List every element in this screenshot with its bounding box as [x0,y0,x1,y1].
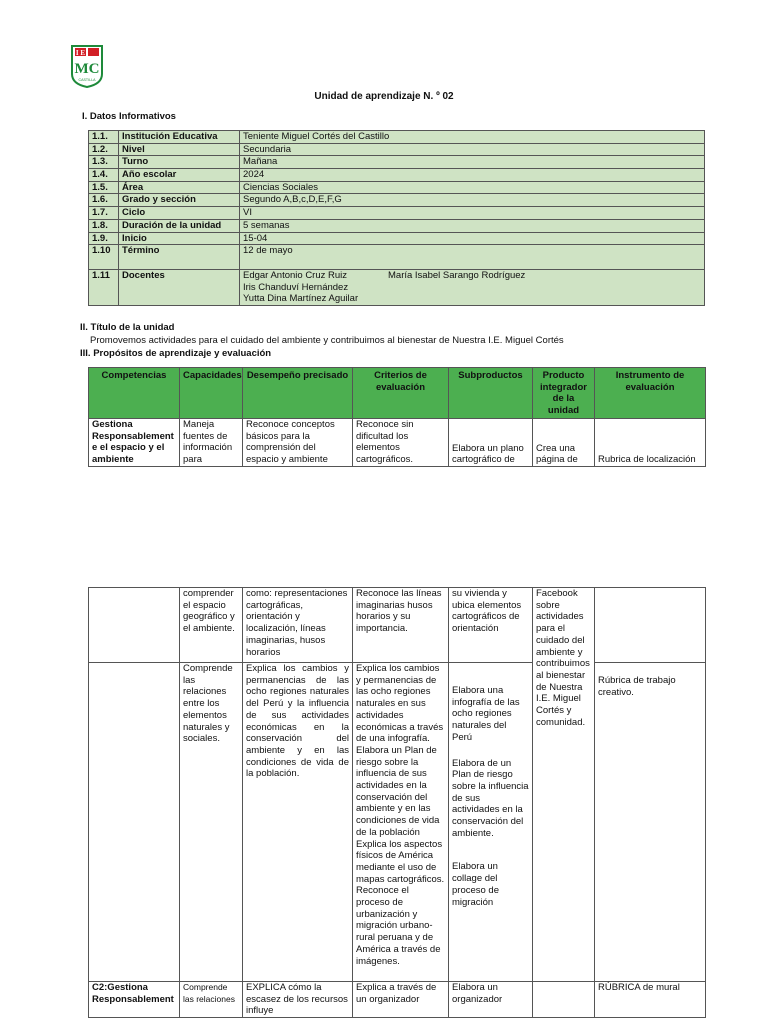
cont2-subproductos [449,663,533,982]
info-row [89,219,705,232]
row1-producto: Crea una página de [533,419,595,467]
unit-title-text: Promovemos actividades para el cuidado del ambiente y contribuimos al bienestar de Nuestra I.E. Miguel Cortés [90,335,564,346]
row1-desempeno: Reconoce conceptos básicos para la comprensión del espacio y ambiente [243,419,353,467]
section-datos-informativos: I. Datos Informativos [82,111,176,122]
info-row [89,207,705,220]
cont2-sub-plan-riesgo: Elabora de un Plan de riesgo sobre la influencia de sus actividades en la conservación del ambiente. [452,757,529,839]
header-desempeno: Desempeño precisado [243,368,353,419]
info-value [240,270,705,306]
header-capacidades: Capacidades [180,368,243,419]
info-number: 1.2. [89,143,119,156]
info-number: 1.10 [89,245,119,270]
cont3-competencia: C2:Gestiona Responsablement [89,982,180,1018]
row1-criterio: Reconoce sin dificultad los elementos cartográficos. [353,419,449,467]
docente-name: Edgar Antonio Cruz Ruiz [243,270,348,282]
cont1-capacidad: comprender el espacio geográfico y el ambiente. [180,588,243,663]
info-row [89,131,705,144]
cont-producto: Facebook sobre actividades para el cuidado del ambiente y contribuimos al bienestar de Nuestra I.E. Miguel Cortés y comunidad. [533,588,595,982]
info-value: 15-04 [240,232,705,245]
cont3-criterio: Explica a través de un organizador [353,982,449,1018]
row1-subproducto: Elabora un plano cartográfico de [449,419,533,467]
cont1-criterio: Reconoce las líneas imaginarias husos horarios y su importancia. [353,588,449,663]
cont2-instrumento-text: Rúbrica de trabajo creativo. [598,675,676,698]
header-subproductos: Subproductos [449,368,533,419]
docente-name: Iris Chanduví Hernández [243,281,349,293]
header-instrumento: Instrumento de evaluación [595,368,706,419]
cont3-capacidad: Comprende las relaciones [180,982,243,1018]
cont3-producto [533,982,595,1018]
purpose-table [88,367,706,467]
row1-capacidad: Maneja fuentes de información para [180,419,243,467]
row1-competencia: Gestiona Responsablement e el espacio y el ambiente [89,419,180,467]
info-label: Ciclo [119,207,240,220]
logo-mark: MC [74,61,100,77]
info-row [89,245,705,270]
header-producto: Producto integrador de la unidad [533,368,595,419]
info-row [89,270,705,306]
info-value: Teniente Miguel Cortés del Castillo [240,131,705,144]
info-label: Turno [119,156,240,169]
info-number: 1.7. [89,207,119,220]
info-label: Año escolar [119,169,240,182]
info-row [89,169,705,182]
cont3-desempeno: EXPLICA cómo la escasez de los recursos influye [243,982,353,1018]
info-label: Área [119,181,240,194]
info-value: Ciencias Sociales [240,181,705,194]
info-row [89,156,705,169]
cont2-sub-collage: Elabora un collage del proceso de migración [452,861,500,908]
cont2-sub-infografia: Elabora una infografía de las ocho regiones naturales del Perú [452,685,520,743]
info-number: 1.1. [89,131,119,144]
info-row [89,181,705,194]
info-label: Inicio [119,232,240,245]
info-label: Término [119,245,240,270]
info-table [88,130,705,306]
school-logo [70,44,104,88]
docentes-line-1 [243,270,701,282]
cont2-desempeno: Explica los cambios y permanencias de las ocho regiones naturales del Perú y la influencia de sus actividades económicas en la conservación del ambiente y en las condiciones de vida de la población. [243,663,353,982]
info-row [89,194,705,207]
cont3-subproducto: Elabora un organizador [449,982,533,1018]
info-value: Secundaria [240,143,705,156]
info-label: Docentes [119,270,240,306]
info-value: 12 de mayo [240,245,705,270]
docente-name: Yutta Dina Martínez Aguilar [243,293,359,305]
info-number: 1.4. [89,169,119,182]
cont1-desempeno: como: representaciones cartográficas, orientación y localización, líneas imaginarias, husos horarios [243,588,353,663]
cont1-subproducto: su vivienda y ubica elementos cartográficos de orientación [449,588,533,663]
cont1-instrumento [595,588,706,663]
info-number: 1.5. [89,181,119,194]
header-criterios: Criterios de evaluación [353,368,449,419]
header-competencias: Competencias [89,368,180,419]
info-value: 2024 [240,169,705,182]
info-label: Institución Educativa [119,131,240,144]
info-label: Duración de la unidad [119,219,240,232]
section-propositos: III. Propósitos de aprendizaje y evaluación [80,348,272,359]
cont2-competencia [89,663,180,982]
cont2-instrumento [595,663,706,982]
info-value: Mañana [240,156,705,169]
info-number: 1.9. [89,232,119,245]
cont2-criterio: Explica los cambios y permanencias de las ocho regiones naturales en sus actividades económicas a través de una infografía. Elabora un Plan de riesgo sobre la influencia de sus actividades en la conservación del ambiente y en las condiciones de vida de la población Explica los aspectos físicos de América mediante el uso de mapas cartográficos. Reconoce el proceso de urbanización y migración urbano-rural peruana y de América a través de imágenes. [353,663,449,982]
info-number: 1.8. [89,219,119,232]
cont1-competencia [89,588,180,663]
info-row [89,143,705,156]
cont3-instrumento: RÚBRICA de mural [595,982,706,1018]
info-value: VI [240,207,705,220]
logo-letter-i: I E [75,49,86,57]
logo-place: CASTILLA [78,78,96,82]
info-value: 5 semanas [240,219,705,232]
document-title: Unidad de aprendizaje N. º 02 [314,91,454,102]
info-number: 1.3. [89,156,119,169]
row1-instrumento: Rubrica de localización [595,419,706,467]
info-value: Segundo A,B,c,D,E,F,G [240,194,705,207]
docente-name: María Isabel Sarango Rodríguez [388,270,526,282]
info-number: 1.11 [89,270,119,306]
purpose-table-continued [88,587,706,1018]
cont2-capacidad: Comprende las relaciones entre los elementos naturales y sociales. [180,663,243,982]
info-label: Nivel [119,143,240,156]
info-row [89,232,705,245]
info-label: Grado y sección [119,194,240,207]
section-titulo-unidad: II. Título de la unidad [80,322,175,333]
info-number: 1.6. [89,194,119,207]
